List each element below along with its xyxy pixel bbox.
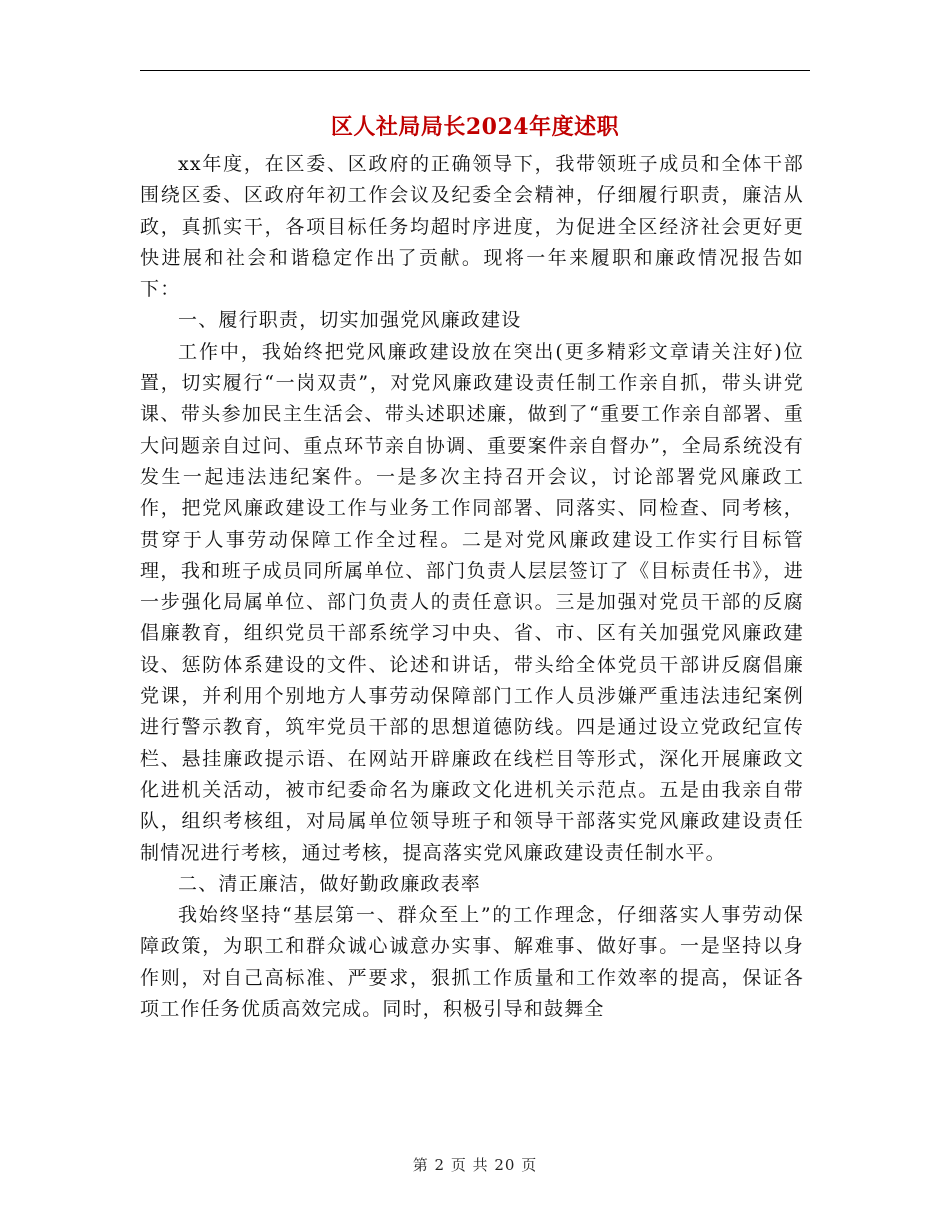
section-heading-1: 一、履行职责，切实加强党风廉政建设 xyxy=(178,309,522,332)
document-title: 区人社局局长2024年度述职 xyxy=(330,114,620,140)
intro-paragraph: xx年度，在区委、区政府的正确领导下，我带领班子成员和全体干部围绕区委、区政府年初工作会议及纪委全会精神，仔细履行职责，廉洁从政，真抓实干，各项目标任务均超时序进度，为促进全区经济社会更好更快进展和社会和谐稳定作出了贡献。现将一年来履职和廉政情况报告如下： xyxy=(140,153,804,301)
document-body xyxy=(140,149,804,1025)
page-number-footer: 第 2 页 共 20 页 xyxy=(412,1156,538,1174)
header-rule xyxy=(140,70,810,71)
section-heading-2: 二、清正廉洁，做好勤政廉政表率 xyxy=(178,872,482,895)
section-1-paragraph: 工作中，我始终把党风廉政建设放在突出(更多精彩文章请关注好)位置，切实履行“一岗双责”，对党风廉政建设责任制工作亲自抓，带头讲党课、带头参加民主生活会、带头述职述廉，做到了“重要工作亲自部署、重大问题亲自过问、重点环节亲自协调、重要案件亲自督办”，全局系统没有发生一起违法违纪案件。一是多次主持召开会议，讨论部署党风廉政工作，把党风廉政建设工作与业务工作同部署、同落实、同检查、同考核，贯穿于人事劳动保障工作全过程。二是对党风廉政建设工作实行目标管理，我和班子成员同所属单位、部门负责人层层签订了《目标责任书》，进一步强化局属单位、部门负责人的责任意识。三是加强对党员干部的反腐倡廉教育，组织党员干部系统学习中央、省、市、区有关加强党风廉政建设、惩防体系建设的文件、论述和讲话，带头给全体党员干部讲反腐倡廉党课，并利用个别地方人事劳动保障部门工作人员涉嫌严重违法违纪案例进行警示教育，筑牢党员干部的思想道德防线。四是通过设立党政纪宣传栏、悬挂廉政提示语、在网站开辟廉政在线栏目等形式，深化开展廉政文化进机关活动，被市纪委命名为廉政文化进机关示范点。五是由我亲自带队，组织考核组，对局属单位领导班子和领导干部落实党风廉政建设责任制情况进行考核，通过考核，提高落实党风廉政建设责任制水平。 xyxy=(140,340,804,864)
section-2-paragraph: 我始终坚持“基层第一、群众至上”的工作理念，仔细落实人事劳动保障政策，为职工和群众诚心诚意办实事、解难事、做好事。一是坚持以身作则，对自己高标准、严要求，狠抓工作质量和工作效率的提高，保证各项工作任务优质高效完成。同时，积极引导和鼓舞全 xyxy=(140,904,804,1021)
